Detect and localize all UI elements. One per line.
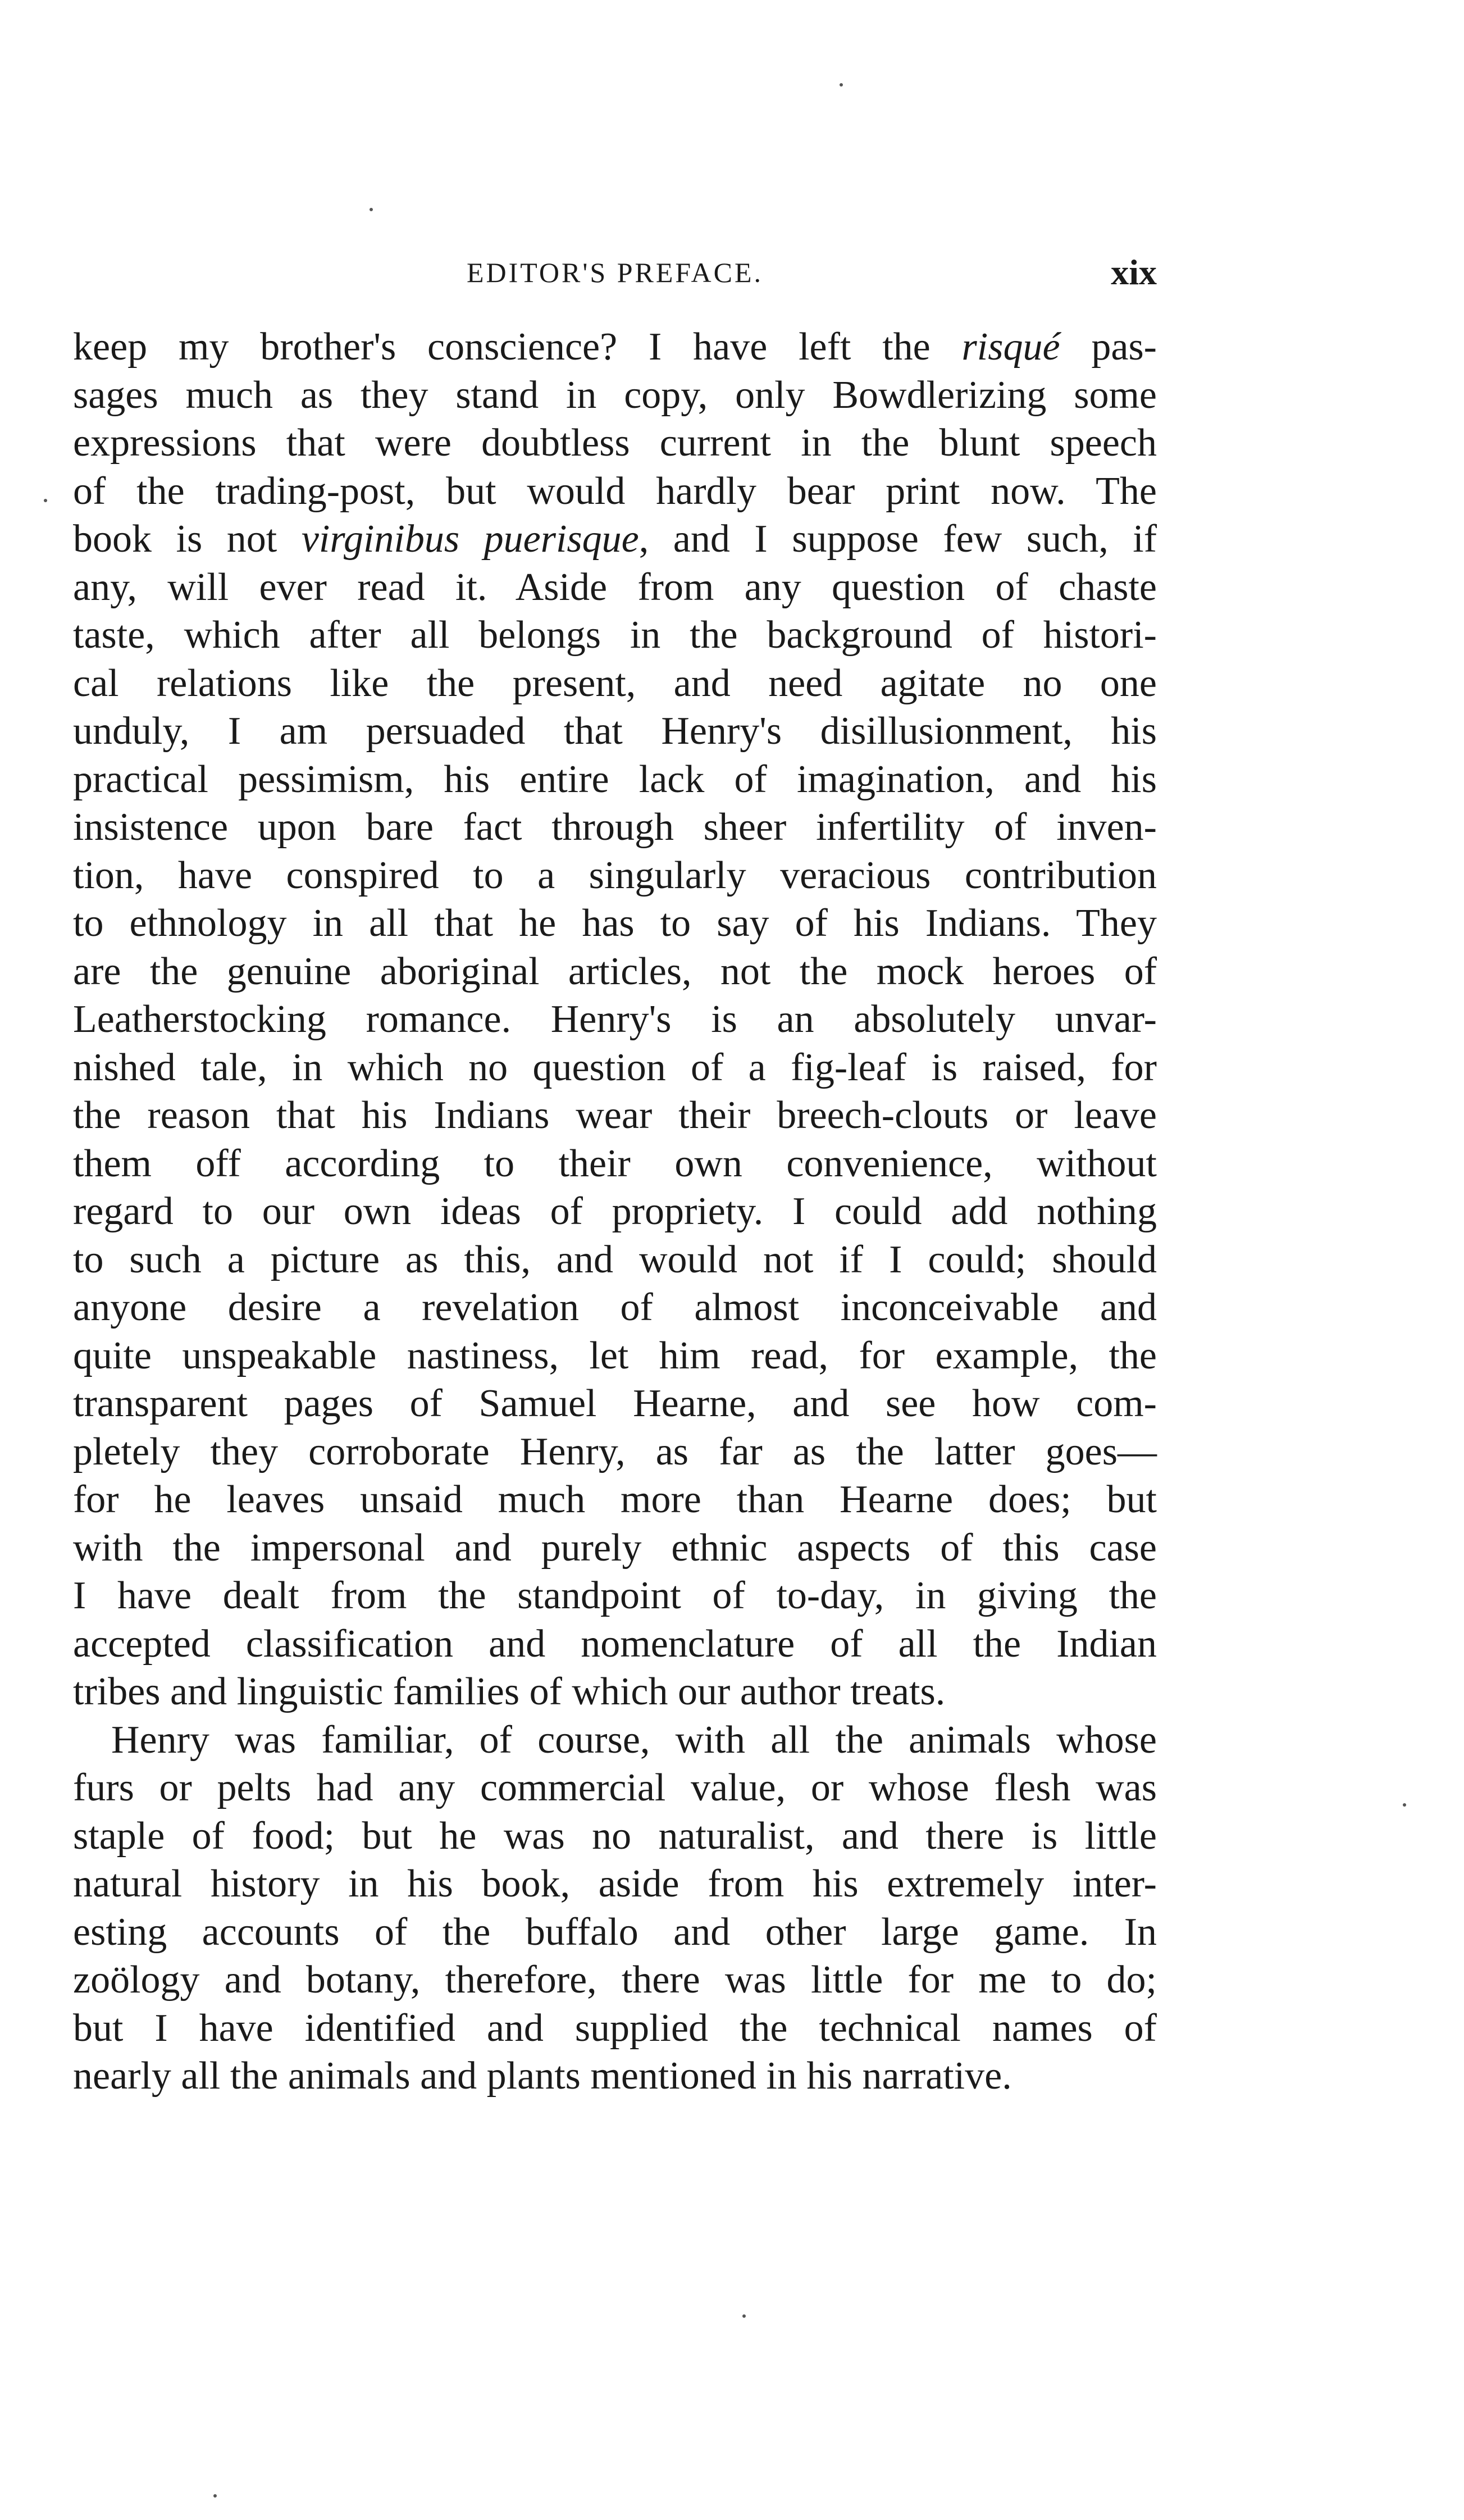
running-head: [73, 247, 1157, 298]
text-line: zoölogy and botany, therefore, there was little for me to do;: [73, 1958, 1157, 2002]
paragraph-1: [73, 323, 1157, 1716]
text-line: but I have identified and supplied the technical names of: [73, 2006, 1157, 2050]
text-line: nished tale, in which no question of a fig-leaf is raised, for: [73, 1045, 1157, 1089]
text-line: with the impersonal and purely ethnic aspects of this case: [73, 1526, 1157, 1570]
text-line: anyone desire a revelation of almost inconceivable and: [73, 1286, 1157, 1329]
text-line: expressions that were doubtless current in the blunt speech: [73, 421, 1157, 465]
text-line: them off according to their own convenience, without: [73, 1141, 1157, 1185]
text-line: are the genuine aboriginal articles, not the mock heroes of: [73, 949, 1157, 993]
text-line: regard to our own ideas of propriety. I could add nothing: [73, 1190, 1157, 1233]
paragraph-2: [73, 1716, 1157, 2100]
text-line: esting accounts of the buffalo and other large game. In: [73, 1910, 1157, 1954]
text-line: practical pessimism, his entire lack of imagination, and his: [73, 757, 1157, 801]
text-line: furs or pelts had any commercial value, or whose flesh was: [73, 1766, 1157, 1809]
text-line: unduly, I am persuaded that Henry's disillusionment, his: [73, 709, 1157, 753]
text-line: cal relations like the present, and need agitate no one: [73, 661, 1157, 705]
text-line: staple of food; but he was no naturalist, and there is little: [73, 1814, 1157, 1858]
text-line: sages much as they stand in copy, only Bowdlerizing some: [73, 373, 1157, 417]
scan-speck: [840, 83, 843, 87]
text-line: quite unspeakable nastiness, let him read, for example, the: [73, 1334, 1157, 1377]
text-line: pletely they corroborate Henry, as far as the latter goes—: [73, 1430, 1157, 1473]
text-line: book is not virginibus puerisque, and I suppose few such, if: [73, 517, 1157, 561]
scan-speck: [370, 208, 373, 211]
text-line: keep my brother's conscience? I have left the risqué pas-: [73, 325, 1157, 369]
text-line: nearly all the animals and plants mentioned in his narrative.: [73, 2054, 1012, 2098]
scan-speck: [1403, 1803, 1406, 1807]
page-number: xix: [1111, 252, 1157, 292]
text-line: Leatherstocking romance. Henry's is an absolutely unvar-: [73, 998, 1157, 1041]
text-line: taste, which after all belongs in the background of histori-: [73, 613, 1157, 657]
text-line: for he leaves unsaid much more than Hearne does; but: [73, 1478, 1157, 1521]
scan-speck: [742, 2314, 746, 2318]
text-line: I have dealt from the standpoint of to-day, in giving the: [73, 1574, 1157, 1617]
text-line: transparent pages of Samuel Hearne, and see how com-: [73, 1382, 1157, 1425]
text-line: of the trading-post, but would hardly bear print now. The: [73, 469, 1157, 513]
text-line: to ethnology in all that he has to say of his Indians. They: [73, 902, 1157, 945]
text-line: tribes and linguistic families of which our author treats.: [73, 1670, 946, 1713]
text-line: any, will ever read it. Aside from any question of chaste: [73, 565, 1157, 609]
scan-speck: [213, 2494, 217, 2498]
text-line: insistence upon bare fact through sheer infertility of inven-: [73, 806, 1157, 849]
text-line: natural history in his book, aside from his extremely inter-: [73, 1862, 1157, 1905]
text-line: accepted classification and nomenclature of all the Indian: [73, 1622, 1157, 1666]
body-text: [73, 323, 1157, 2100]
running-title: EDITOR'S PREFACE.: [466, 257, 763, 288]
text-line: Henry was familiar, of course, with all the animals whose: [111, 1718, 1157, 1762]
text-line: tion, have conspired to a singularly veracious contribution: [73, 853, 1157, 897]
scan-speck: [44, 499, 47, 502]
text-line: to such a picture as this, and would not if I could; should: [73, 1238, 1157, 1281]
text-line: the reason that his Indians wear their breech-clouts or leave: [73, 1094, 1157, 1137]
